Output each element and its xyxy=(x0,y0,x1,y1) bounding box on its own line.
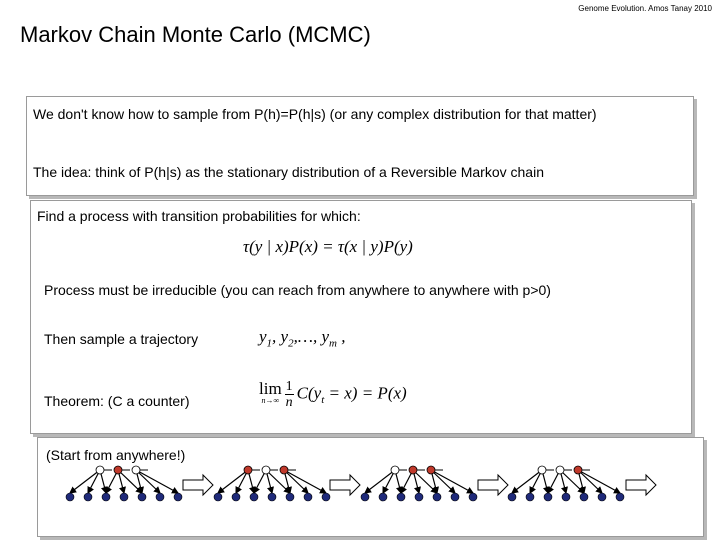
slide-title: Markov Chain Monte Carlo (MCMC) xyxy=(20,22,371,47)
chain-node xyxy=(132,466,140,474)
chain-node xyxy=(556,466,564,474)
chain-node xyxy=(268,493,276,501)
chain-node xyxy=(616,493,624,501)
block-arrow xyxy=(183,475,213,495)
chain-node xyxy=(427,466,435,474)
chain-node xyxy=(598,493,606,501)
chain-node xyxy=(156,493,164,501)
chain-node xyxy=(574,466,582,474)
chain-node xyxy=(508,493,516,501)
block-arrow xyxy=(626,475,656,495)
chain-node xyxy=(138,493,146,501)
chain-node xyxy=(102,493,110,501)
chain-node xyxy=(84,493,92,501)
block-arrow xyxy=(330,475,360,495)
chain-node xyxy=(538,466,546,474)
chain-node xyxy=(214,493,222,501)
chain-node xyxy=(433,493,441,501)
intro-line-2: The idea: think of P(h|s) as the stationary distribution of a Reversible Markov chain xyxy=(33,164,544,180)
chain-node xyxy=(361,493,369,501)
chain-node xyxy=(96,466,104,474)
chain-node xyxy=(304,493,312,501)
theorem-equation: lim n→∞ $\frac{1}{n}$ $C(y_t = x) = P(x)$ xyxy=(259,378,407,410)
chain-node xyxy=(174,493,182,501)
chain-node xyxy=(262,466,270,474)
chain-node xyxy=(250,493,258,501)
detailed-balance-equation: τ(y | x)P(x) = τ(x | y)P(y) xyxy=(243,237,413,256)
chain-node xyxy=(232,493,240,501)
chain-edge xyxy=(218,470,248,493)
chain-node xyxy=(379,493,387,501)
chain-node xyxy=(114,466,122,474)
start-text: (Start from anywhere!) xyxy=(46,447,186,463)
trajectory-text: Then sample a trajectory xyxy=(44,331,199,347)
chain-node xyxy=(544,493,552,501)
chain-edge xyxy=(512,470,542,493)
chain-node xyxy=(415,493,423,501)
chain-edge xyxy=(70,470,100,493)
trajectory-equation: $y_1$, $y_2,\dots$, $y_m$ , xyxy=(259,327,346,350)
block-arrow xyxy=(478,475,508,495)
slide-credit: Genome Evolution. Amos Tanay 2010 xyxy=(578,4,712,13)
irreducible-text: Process must be irreducible (you can reach from anywhere to anywhere with p>0) xyxy=(44,282,551,298)
theorem-text: Theorem: (C a counter) xyxy=(44,393,190,409)
chain-node xyxy=(322,493,330,501)
chain-node xyxy=(526,493,534,501)
chain-node xyxy=(397,493,405,501)
chain-node xyxy=(451,493,459,501)
chain-node xyxy=(562,493,570,501)
chain-node xyxy=(280,466,288,474)
chain-node xyxy=(244,466,252,474)
chain-node xyxy=(580,493,588,501)
chain-edge xyxy=(365,470,395,493)
chain-node xyxy=(120,493,128,501)
chain-node xyxy=(66,493,74,501)
chain-node xyxy=(391,466,399,474)
chain-node xyxy=(286,493,294,501)
chain-node xyxy=(409,466,417,474)
chain-node xyxy=(469,493,477,501)
find-process-text: Find a process with transition probabilities for which: xyxy=(37,208,361,224)
intro-line-1: We don't know how to sample from P(h)=P(h|s) (or any complex distribution for that matter) xyxy=(33,106,597,122)
